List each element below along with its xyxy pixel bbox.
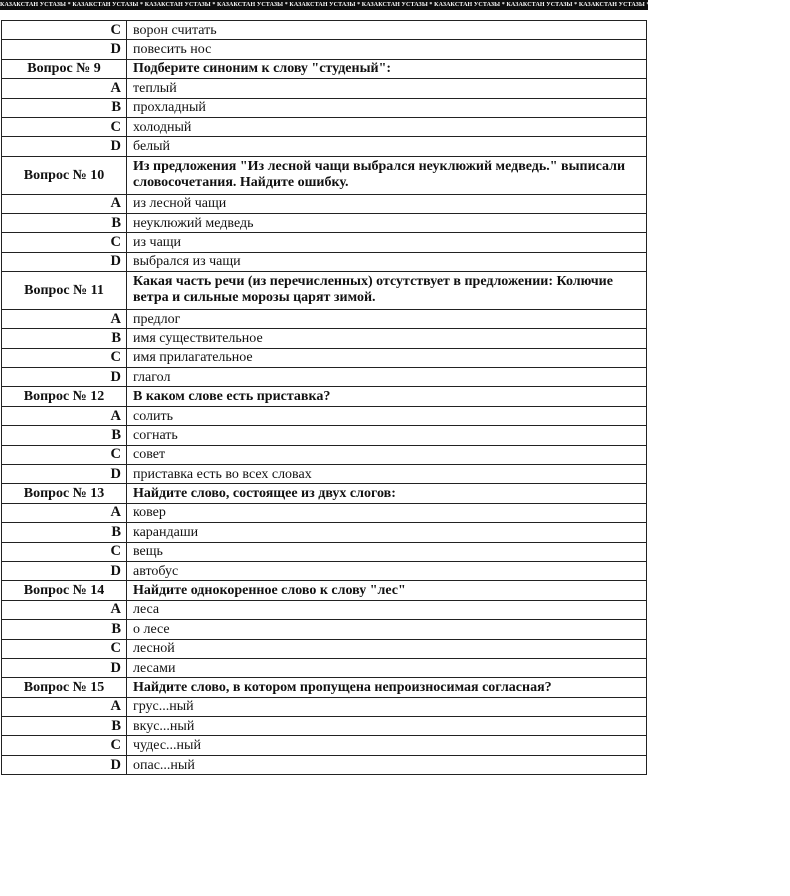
question-text: Найдите слово, состоящее из двух слогов: [127,484,647,503]
answer-row [2,717,647,736]
answer-letter: B [2,213,127,232]
answer-text: лесами [127,658,647,677]
answer-row [2,639,647,658]
answer-row [2,561,647,580]
answer-row [2,755,647,774]
answer-text: неуклюжий медведь [127,213,647,232]
answer-text: о лесе [127,620,647,639]
answer-text: согнать [127,426,647,445]
answer-letter: B [2,620,127,639]
question-text: Какая часть речи (из перечисленных) отсутствует в предложении: Колючие ветра и сильные морозы царят зимой. [127,272,647,310]
question-row [2,272,647,310]
answer-letter: A [2,309,127,328]
answer-text: выбрался из чащи [127,252,647,271]
header-banner: КАЗАКСТАН УСТАЗЫ * КАЗАКСТАН УСТАЗЫ * КАЗАКСТАН УСТАЗЫ * КАЗАКСТАН УСТАЗЫ * КАЗАКСТАН УСТАЗЫ * КАЗАКСТАН УСТАЗЫ * КАЗАКСТАН УСТАЗЫ * КАЗАКСТАН УСТАЗЫ * КАЗАКСТАН УСТАЗЫ * КАЗАКСТАН УСТАЗЫ * КАЗАКСТАН УСТАЗЫ [0,2,790,8]
question-number: Вопрос № 13 [2,484,127,503]
answer-row [2,658,647,677]
question-row [2,581,647,600]
answer-text: карандаши [127,523,647,542]
answer-text: из лесной чащи [127,194,647,213]
answer-row [2,117,647,136]
question-text: Найдите однокоренное слово к слову "лес" [127,581,647,600]
answer-row [2,309,647,328]
answer-row [2,233,647,252]
answer-row [2,137,647,156]
answer-row [2,40,647,59]
answer-letter: B [2,329,127,348]
answer-letter: B [2,98,127,117]
answer-letter: C [2,117,127,136]
answer-row [2,194,647,213]
answer-text: холодный [127,117,647,136]
answer-letter: B [2,426,127,445]
answer-letter: A [2,503,127,522]
answer-text: глагол [127,368,647,387]
answer-letter: D [2,658,127,677]
question-number: Вопрос № 11 [2,272,127,310]
question-text: Из предложения "Из лесной чащи выбрался неуклюжий медведь." выписали словосочетания. Найдите ошибку. [127,156,647,194]
answer-row [2,600,647,619]
test-table [1,20,647,775]
answer-letter: D [2,755,127,774]
question-number: Вопрос № 12 [2,387,127,406]
test-table-body [2,21,647,775]
answer-letter: D [2,368,127,387]
answer-row [2,368,647,387]
answer-text: прохладный [127,98,647,117]
answer-text: автобус [127,561,647,580]
answer-row [2,542,647,561]
answer-text: совет [127,445,647,464]
answer-letter: A [2,406,127,425]
answer-row [2,329,647,348]
answer-text: чудес...ный [127,736,647,755]
question-text: Найдите слово, в котором пропущена непроизносимая согласная? [127,678,647,697]
answer-text: вещь [127,542,647,561]
question-number: Вопрос № 15 [2,678,127,697]
answer-letter: C [2,736,127,755]
answer-letter: A [2,697,127,716]
answer-text: грус...ный [127,697,647,716]
answer-letter: C [2,233,127,252]
answer-letter: A [2,79,127,98]
answer-text: предлог [127,309,647,328]
answer-row [2,503,647,522]
answer-text: из чащи [127,233,647,252]
answer-row [2,213,647,232]
answer-row [2,620,647,639]
question-row [2,59,647,78]
question-text: В каком слове есть приставка? [127,387,647,406]
answer-letter: B [2,717,127,736]
answer-letter: A [2,194,127,213]
question-row [2,387,647,406]
answer-text: белый [127,137,647,156]
answer-text: имя прилагательное [127,348,647,367]
question-number: Вопрос № 10 [2,156,127,194]
answer-letter: A [2,600,127,619]
answer-letter: B [2,523,127,542]
answer-text: лесной [127,639,647,658]
answer-text: опас...ный [127,755,647,774]
answer-row [2,98,647,117]
answer-text: повесить нос [127,40,647,59]
answer-row [2,348,647,367]
answer-text: ковер [127,503,647,522]
answer-row [2,736,647,755]
answer-text: теплый [127,79,647,98]
answer-letter: D [2,40,127,59]
answer-row [2,406,647,425]
question-row [2,156,647,194]
answer-row [2,523,647,542]
question-number: Вопрос № 14 [2,581,127,600]
answer-text: леса [127,600,647,619]
answer-row [2,21,647,40]
answer-row [2,252,647,271]
answer-text: солить [127,406,647,425]
answer-letter: D [2,561,127,580]
answer-letter: C [2,639,127,658]
answer-letter: C [2,445,127,464]
answer-row [2,465,647,484]
question-row [2,678,647,697]
answer-letter: D [2,465,127,484]
answer-text: приставка есть во всех словах [127,465,647,484]
answer-text: имя существительное [127,329,647,348]
answer-text: ворон считать [127,21,647,40]
question-number: Вопрос № 9 [2,59,127,78]
answer-letter: D [2,252,127,271]
answer-letter: C [2,542,127,561]
answer-row [2,445,647,464]
answer-row [2,79,647,98]
answer-letter: C [2,348,127,367]
question-text: Подберите синоним к слову "студеный": [127,59,647,78]
answer-letter: D [2,137,127,156]
question-row [2,484,647,503]
answer-row [2,697,647,716]
answer-row [2,426,647,445]
answer-letter: C [2,21,127,40]
answer-text: вкус...ный [127,717,647,736]
